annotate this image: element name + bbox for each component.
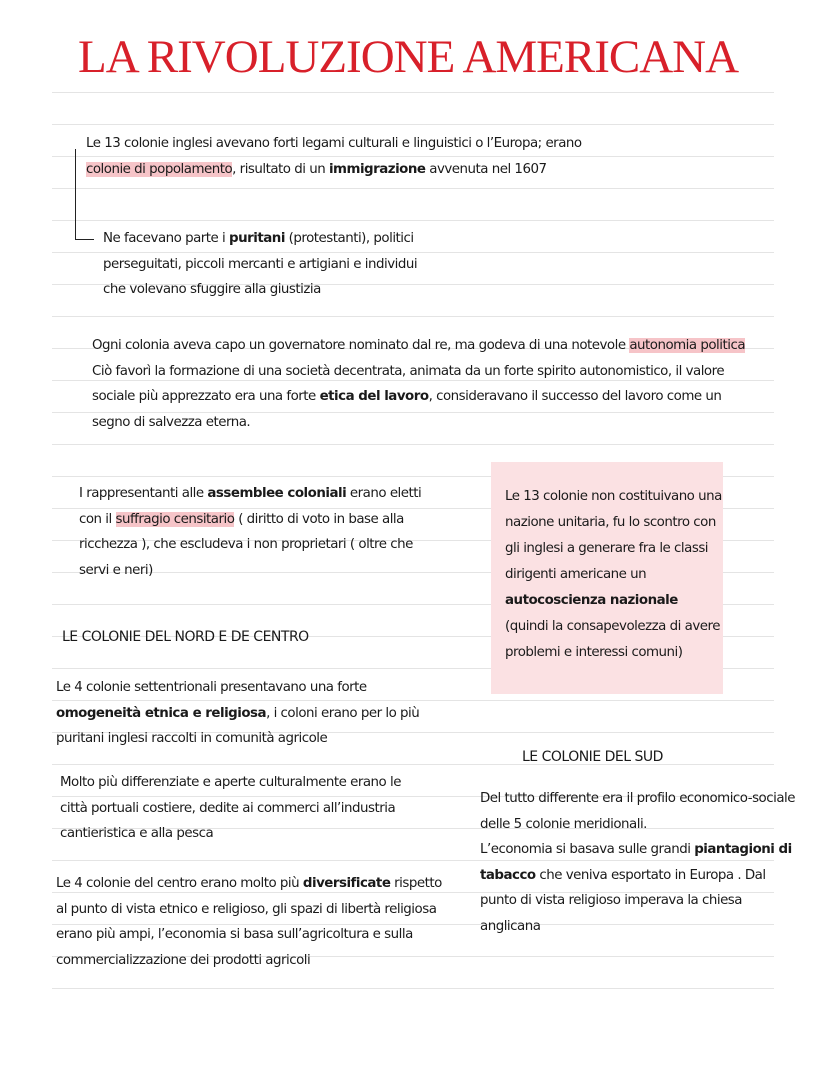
text: erano eletti	[346, 486, 422, 501]
highlight: autonomia politica	[629, 338, 746, 353]
gov-line-1	[92, 333, 745, 359]
bold-term: diversificate	[302, 876, 391, 891]
bold-term: puritani	[229, 231, 285, 246]
text: Ogni colonia aveva capo un governatore nominato dal re, ma godeva di una notevole	[92, 338, 630, 353]
text: sociale più apprezzato era una forte	[92, 389, 320, 404]
text: I rappresentanti alle	[79, 486, 208, 501]
center-line-4: commercializzazione dei prodotti agricoli	[56, 952, 311, 968]
bold-term: tabacco	[480, 867, 536, 883]
asm-line-4: servi e neri)	[79, 562, 153, 578]
center-paragraph	[56, 871, 442, 973]
box-line-7: problemi e interessi comuni)	[505, 645, 683, 660]
asm-line-1	[79, 481, 421, 507]
text: L’economia si basava sulle grandi	[480, 842, 695, 857]
ports-paragraph	[60, 770, 401, 847]
assemblies-paragraph	[79, 481, 421, 583]
national-awareness-box	[491, 462, 723, 694]
box-line-3: gli inglesi a generare fra le classi	[505, 541, 709, 556]
south-line-6: anglicana	[480, 918, 541, 934]
text: , i coloni erano per lo più	[266, 705, 420, 721]
text: ( diritto di voto in base alla	[234, 511, 404, 527]
note-line-1	[103, 226, 417, 252]
north-paragraph	[56, 675, 419, 752]
highlight: colonie di popolamento	[86, 161, 233, 177]
intro-paragraph	[86, 131, 582, 182]
text: che veniva esportato in Europa . Dal	[535, 867, 766, 883]
text: , risultato di un	[232, 161, 329, 177]
bold-term: etica del lavoro	[319, 389, 429, 404]
north-line-1: Le 4 colonie settentrionali presentavano una forte	[56, 680, 367, 695]
north-line-3: puritani inglesi raccolti in comunità agricole	[56, 731, 328, 746]
governor-paragraph	[92, 333, 745, 435]
intro-line-1: Le 13 colonie inglesi avevano forti legami culturali e linguistici o l’Europa; erano	[86, 136, 582, 151]
ports-line-2: città portuali costiere, dedite ai commerci all’industria	[60, 800, 396, 816]
text: con il	[79, 511, 116, 527]
text: Le 4 colonie del centro erano molto più	[56, 876, 303, 891]
north-line-2	[56, 701, 419, 727]
text: , consideravano il successo del lavoro come un	[428, 389, 722, 404]
box-line-2: nazione unitaria, fu lo scontro con	[505, 515, 716, 530]
gov-line-4: segno di salvezza eterna.	[92, 414, 251, 430]
note-line-2: perseguitati, piccoli mercanti e artigiani e individui	[103, 256, 418, 272]
text: rispetto	[390, 876, 442, 891]
text: Ne facevano parte i	[103, 231, 230, 246]
asm-line-2	[79, 507, 421, 533]
bracket-connector	[75, 149, 94, 240]
box-text	[505, 484, 722, 666]
bold-term: assemblee coloniali	[207, 486, 347, 501]
south-paragraph	[480, 786, 795, 939]
bold-term: piantagioni di	[694, 842, 792, 857]
center-line-2: al punto di vista etnico e religioso, gli spazi di libertà religiosa	[56, 901, 437, 917]
note-line-3: che volevano sfuggire alla giustizia	[103, 282, 321, 297]
highlight: suffragio censitario	[115, 511, 235, 527]
text: avvenuta nel 1607	[425, 161, 547, 177]
box-line-5: autocoscienza nazionale	[505, 593, 678, 608]
north-center-heading: LE COLONIE DEL NORD E DE CENTRO	[62, 629, 309, 645]
south-line-4	[480, 863, 795, 889]
box-line-1: Le 13 colonie non costituivano una	[505, 489, 722, 504]
gov-line-2: Ciò favorì la formazione di una società decentrata, animata da un forte spirito autonomistico, il valore	[92, 363, 725, 379]
center-line-3: erano più ampi, l’economia si basa sull’agricoltura e sulla	[56, 927, 413, 942]
bold-term: omogeneità etnica e religiosa	[56, 705, 267, 721]
page-title: LA RIVOLUZIONE AMERICANA	[78, 31, 739, 83]
text: (protestanti), politici	[284, 231, 414, 246]
gov-line-3	[92, 384, 745, 410]
ports-line-3: cantieristica e alla pesca	[60, 826, 214, 841]
bold-term: immigrazione	[328, 161, 426, 177]
box-line-4: dirigenti americane un	[505, 567, 647, 582]
ports-line-1: Molto più differenziate e aperte culturalmente erano le	[60, 775, 401, 790]
south-line-5: punto di vista religioso imperava la chiesa	[480, 893, 742, 908]
box-line-6: (quindi la consapevolezza di avere	[505, 619, 720, 634]
south-line-2: delle 5 colonie meridionali.	[480, 816, 647, 832]
south-line-1: Del tutto differente era il profilo economico-sociale	[480, 791, 795, 806]
intro-line-2	[86, 157, 582, 183]
center-line-1	[56, 871, 442, 897]
asm-line-3: ricchezza ), che escludeva i non proprietari ( oltre che	[79, 537, 413, 552]
puritans-note	[103, 226, 417, 303]
south-line-3	[480, 837, 795, 863]
south-heading: LE COLONIE DEL SUD	[522, 749, 663, 765]
